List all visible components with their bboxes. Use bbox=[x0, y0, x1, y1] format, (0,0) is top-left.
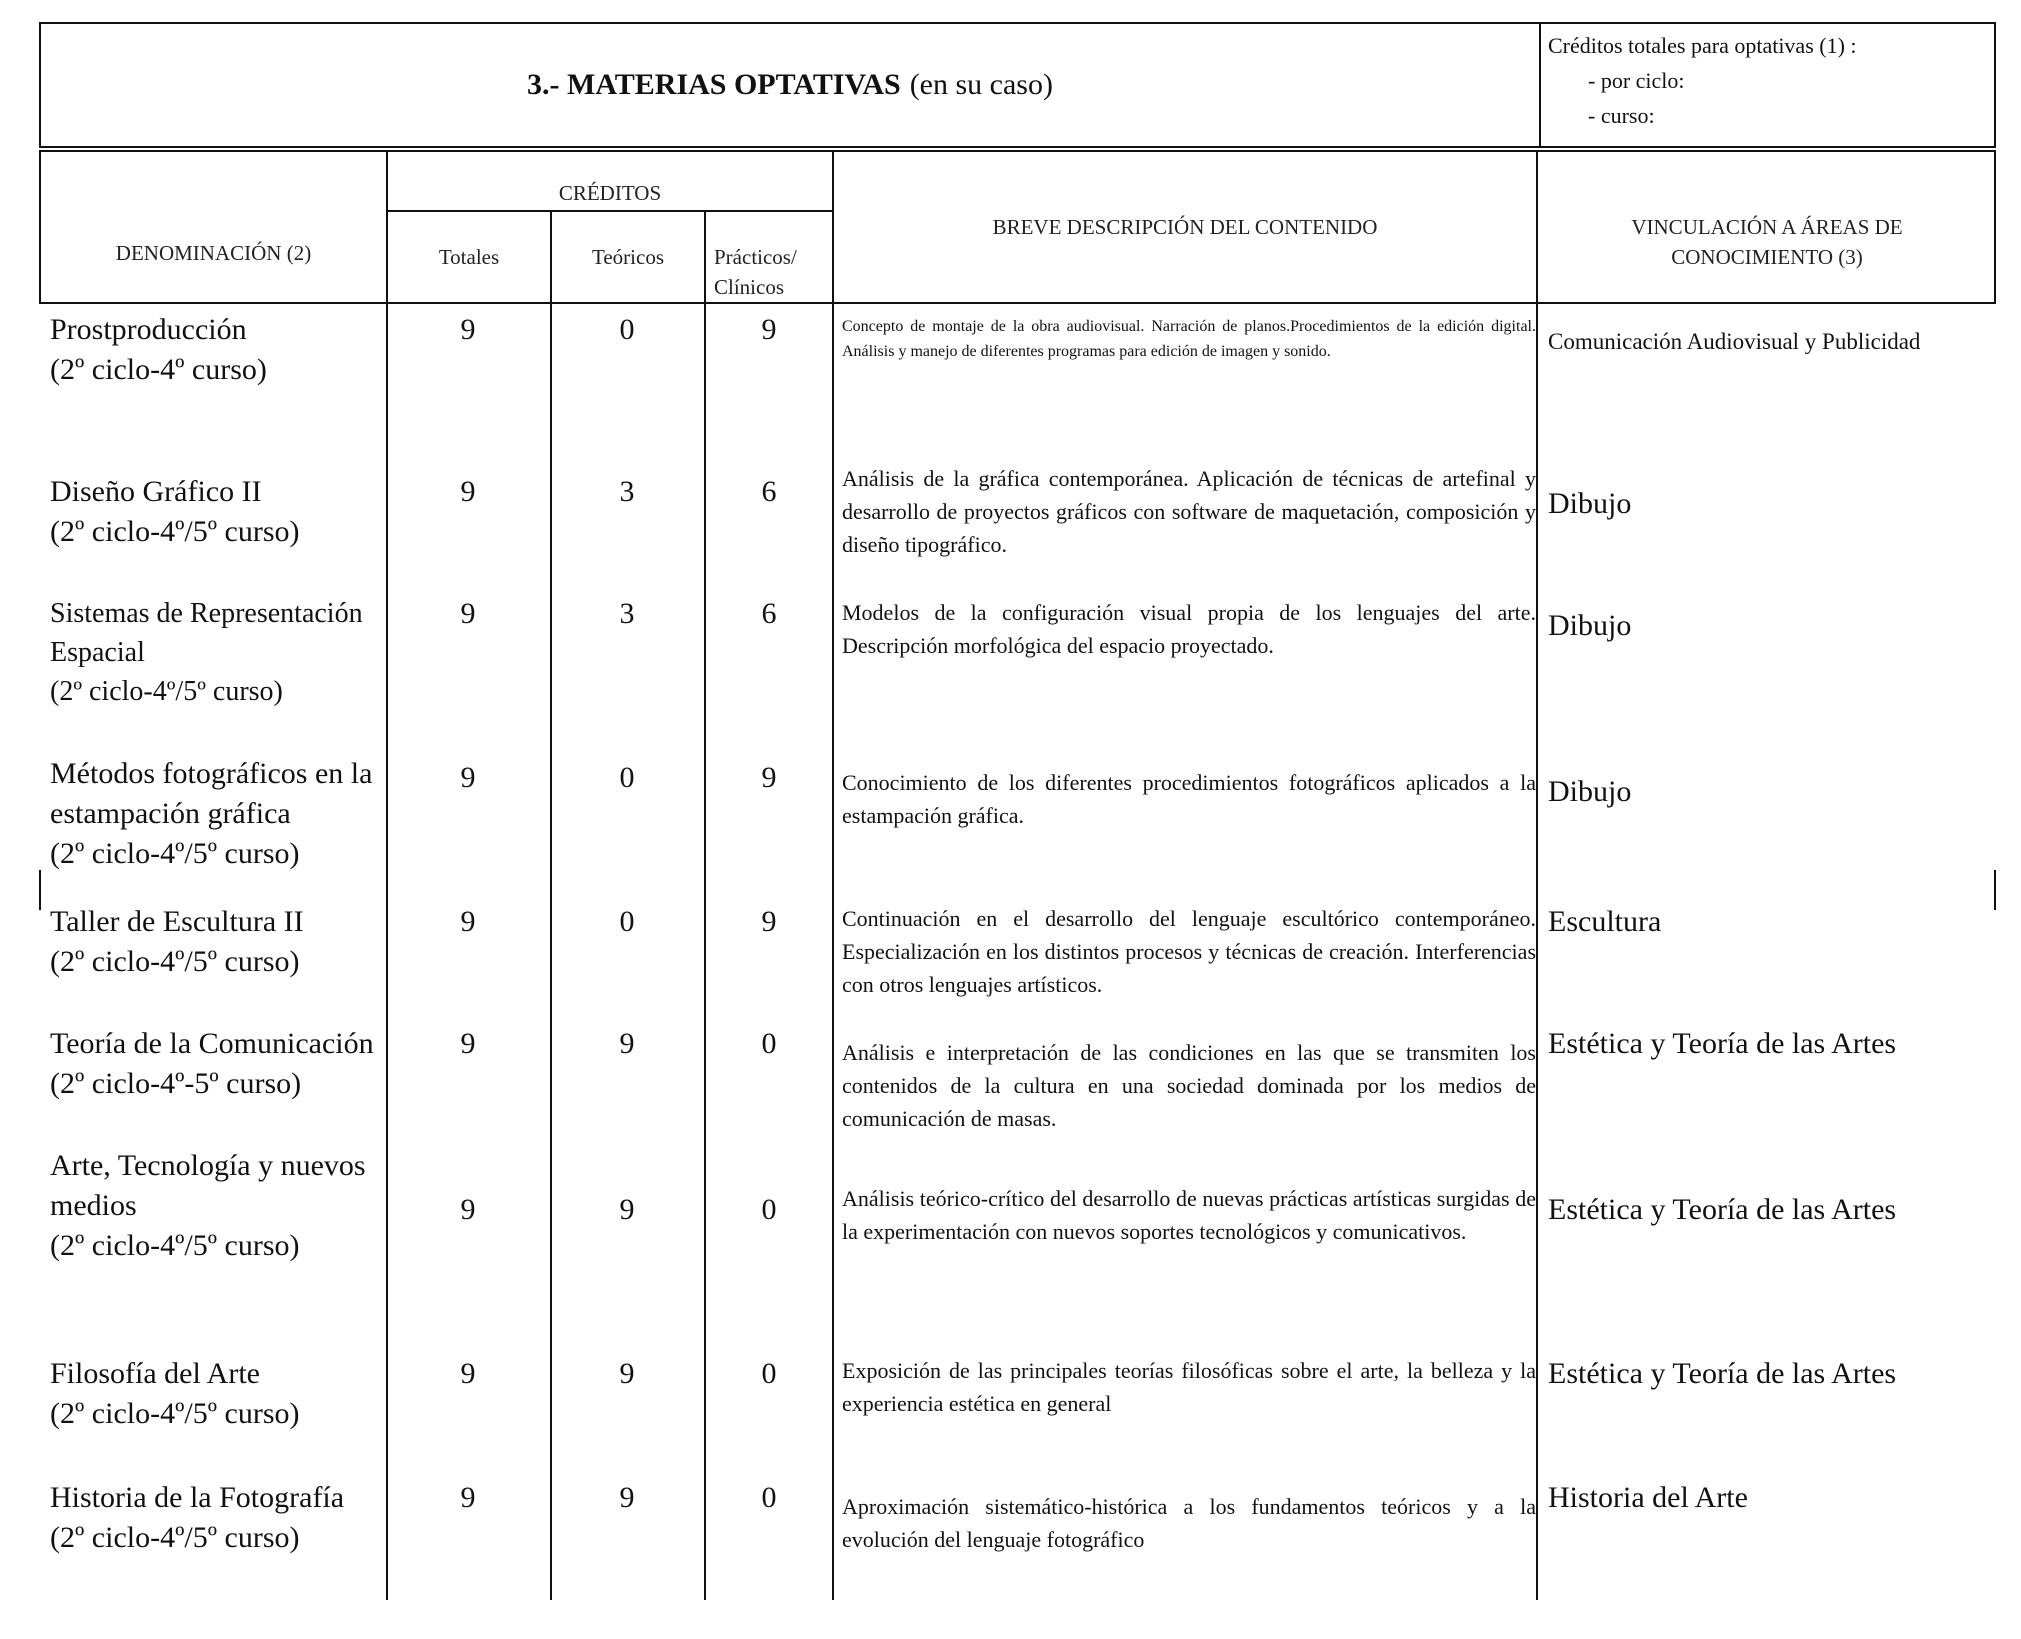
subject-description: Continuación en el desarrollo del lenguaje escultórico contemporáneo. Especialización en los distintos procesos y técnicas de creación. Interferencias con otros lenguajes artísticos. bbox=[842, 906, 1536, 997]
credits-totales: 9 bbox=[460, 475, 476, 508]
subject-area: Dibujo bbox=[1548, 609, 1632, 642]
credits-teoricos: 3 bbox=[619, 475, 635, 508]
subject-area: Comunicación Audiovisual y Publicidad bbox=[1548, 329, 1921, 354]
section-header bbox=[39, 22, 1996, 148]
credits-teoricos: 9 bbox=[619, 1357, 635, 1390]
subject-name-line: medios bbox=[50, 1189, 137, 1222]
credits-totales: 9 bbox=[460, 597, 476, 630]
subject-area: Estética y Teoría de las Artes bbox=[1548, 1027, 1897, 1060]
col-practicos-line2: Clínicos bbox=[714, 275, 785, 299]
credits-teoricos: 0 bbox=[619, 761, 635, 794]
creditos-divider bbox=[386, 210, 832, 212]
subject-name-line: Taller de Escultura II bbox=[50, 905, 304, 938]
credits-practicos: 6 bbox=[761, 475, 777, 508]
subject-description: Modelos de la configuración visual propia de los lenguajes del arte. Descripción morfológica del espacio proyectado. bbox=[842, 600, 1536, 658]
subject-name bbox=[50, 594, 390, 711]
subject-name bbox=[50, 902, 390, 982]
credits-practicos: 9 bbox=[761, 313, 777, 346]
section-title bbox=[41, 24, 1539, 146]
subject-area: Historia del Arte bbox=[1548, 1481, 1748, 1514]
col-vinculacion bbox=[1538, 212, 1996, 272]
subject-name bbox=[50, 1024, 390, 1104]
subject-name-line: Sistemas de Representación bbox=[50, 598, 363, 629]
subject-name-line: (2º ciclo-4º/5º curso) bbox=[50, 1521, 300, 1554]
credits-practicos: 0 bbox=[761, 1027, 777, 1060]
subject-name bbox=[50, 1354, 390, 1434]
subject-name-line: (2º ciclo-4º/5º curso) bbox=[50, 945, 300, 978]
subject-name-line: Filosofía del Arte bbox=[50, 1357, 260, 1390]
credits-teoricos: 9 bbox=[619, 1193, 635, 1226]
credits-practicos: 0 bbox=[761, 1193, 777, 1226]
credits-totales: 9 bbox=[460, 761, 476, 794]
col-practicos-line1: Prácticos/ bbox=[714, 245, 797, 269]
column-line bbox=[832, 150, 834, 1600]
col-creditos: CRÉDITOS bbox=[558, 181, 662, 205]
subject-description: Análisis de la gráfica contemporánea. Aplicación de técnicas de artefinal y desarrollo de proyectos gráficos con software de maquetación, composición y diseño tipográfico. bbox=[842, 466, 1536, 557]
col-totales: Totales bbox=[438, 245, 500, 269]
subject-area: Estética y Teoría de las Artes bbox=[1548, 1357, 1897, 1390]
subject-name-line: estampación gráfica bbox=[50, 797, 291, 830]
column-line bbox=[704, 210, 706, 1600]
subject-name-line: (2º ciclo-4º/5º curso) bbox=[50, 515, 300, 548]
subject-name bbox=[50, 1146, 390, 1266]
col-descripcion: BREVE DESCRIPCIÓN DEL CONTENIDO bbox=[992, 215, 1378, 239]
subject-name-line: Espacial bbox=[50, 637, 145, 668]
credits-totales: 9 bbox=[460, 1027, 476, 1060]
subject-description: Análisis e interpretación de las condiciones en las que se transmiten los contenidos de la cultura en una sociedad dominada por los medios de comunicación de masas. bbox=[842, 1040, 1536, 1131]
credits-totales: 9 bbox=[460, 1357, 476, 1390]
subject-description: Concepto de montaje de la obra audiovisual. Narración de planos.Procedimientos de la edición digital. Análisis y manejo de diferentes programas para edición de imagen y sonido. bbox=[842, 318, 1536, 360]
subject-name-line: (2º ciclo-4º/5º curso) bbox=[50, 837, 300, 870]
col-teoricos: Teóricos bbox=[591, 245, 664, 269]
column-line bbox=[550, 210, 552, 1600]
credits-curso: - curso: bbox=[1588, 103, 1655, 128]
credits-practicos: 9 bbox=[761, 905, 777, 938]
credits-teoricos: 3 bbox=[619, 597, 635, 630]
subject-description: Conocimiento de los diferentes procedimientos fotográficos aplicados a la estampación gráfica. bbox=[842, 770, 1536, 828]
subject-area: Estética y Teoría de las Artes bbox=[1548, 1193, 1897, 1226]
subject-name-line: (2º ciclo-4º/5º curso) bbox=[50, 1397, 300, 1430]
subject-name-line: (2º ciclo-4º-5º curso) bbox=[50, 1067, 302, 1100]
credits-totales: 9 bbox=[460, 905, 476, 938]
column-line bbox=[1536, 150, 1538, 1600]
credits-teoricos: 0 bbox=[619, 313, 635, 346]
credits-practicos: 6 bbox=[761, 597, 777, 630]
section-title-rest: (en su caso) bbox=[909, 68, 1053, 101]
col-vinculacion-line2: CONOCIMIENTO (3) bbox=[1671, 245, 1863, 269]
subject-name bbox=[50, 1478, 390, 1558]
subject-name-line: Arte, Tecnología y nuevos bbox=[50, 1149, 366, 1182]
header-divider bbox=[1539, 24, 1541, 146]
credits-totales: 9 bbox=[460, 1193, 476, 1226]
credits-total-label: Créditos totales para optativas (1) : bbox=[1548, 33, 1857, 58]
col-denominacion: DENOMINACIÓN (2) bbox=[115, 241, 312, 265]
credits-totales: 9 bbox=[460, 1481, 476, 1514]
edge-mark bbox=[39, 870, 41, 910]
credits-practicos: 0 bbox=[761, 1481, 777, 1514]
subject-description: Análisis teórico-crítico del desarrollo de nuevas prácticas artísticas surgidas de la experimentación con nuevos soportes tecnológicos y comunicativos. bbox=[842, 1186, 1536, 1244]
subject-area: Escultura bbox=[1548, 905, 1662, 938]
subject-name-line: Métodos fotográficos en la bbox=[50, 757, 373, 790]
col-practicos bbox=[706, 242, 840, 302]
credits-por-ciclo: - por ciclo: bbox=[1588, 68, 1685, 93]
subject-name-line: Diseño Gráfico II bbox=[50, 475, 262, 508]
subject-name-line: Teoría de la Comunicación bbox=[50, 1027, 374, 1060]
credits-teoricos: 9 bbox=[619, 1481, 635, 1514]
subject-name-line: Prostproducción bbox=[50, 313, 247, 346]
subject-description: Aproximación sistemático-histórica a los fundamentos teóricos y a la evolución del lenguaje fotográfico bbox=[842, 1494, 1536, 1552]
subject-area: Dibujo bbox=[1548, 775, 1632, 808]
subject-name bbox=[50, 472, 390, 552]
subject-description: Exposición de las principales teorías filosóficas sobre el arte, la belleza y la experiencia estética en general bbox=[842, 1358, 1536, 1416]
subject-name-line: (2º ciclo-4º/5º curso) bbox=[50, 676, 283, 707]
credits-totales: 9 bbox=[460, 313, 476, 346]
credits-teoricos: 9 bbox=[619, 1027, 635, 1060]
subject-name bbox=[50, 754, 390, 874]
subject-name bbox=[50, 310, 390, 390]
col-vinculacion-line1: VINCULACIÓN A ÁREAS DE bbox=[1631, 215, 1903, 239]
subject-name-line: (2º ciclo-4º curso) bbox=[50, 353, 267, 386]
credits-practicos: 9 bbox=[761, 761, 777, 794]
credits-practicos: 0 bbox=[761, 1357, 777, 1390]
header-bottom-line bbox=[39, 302, 1996, 304]
section-title-bold: 3.- MATERIAS OPTATIVAS bbox=[527, 68, 901, 101]
subject-name-line: Historia de la Fotografía bbox=[50, 1481, 345, 1514]
credits-teoricos: 0 bbox=[619, 905, 635, 938]
subject-name-line: (2º ciclo-4º/5º curso) bbox=[50, 1229, 300, 1262]
subject-area: Dibujo bbox=[1548, 487, 1632, 520]
credits-total-box bbox=[1548, 28, 1857, 133]
